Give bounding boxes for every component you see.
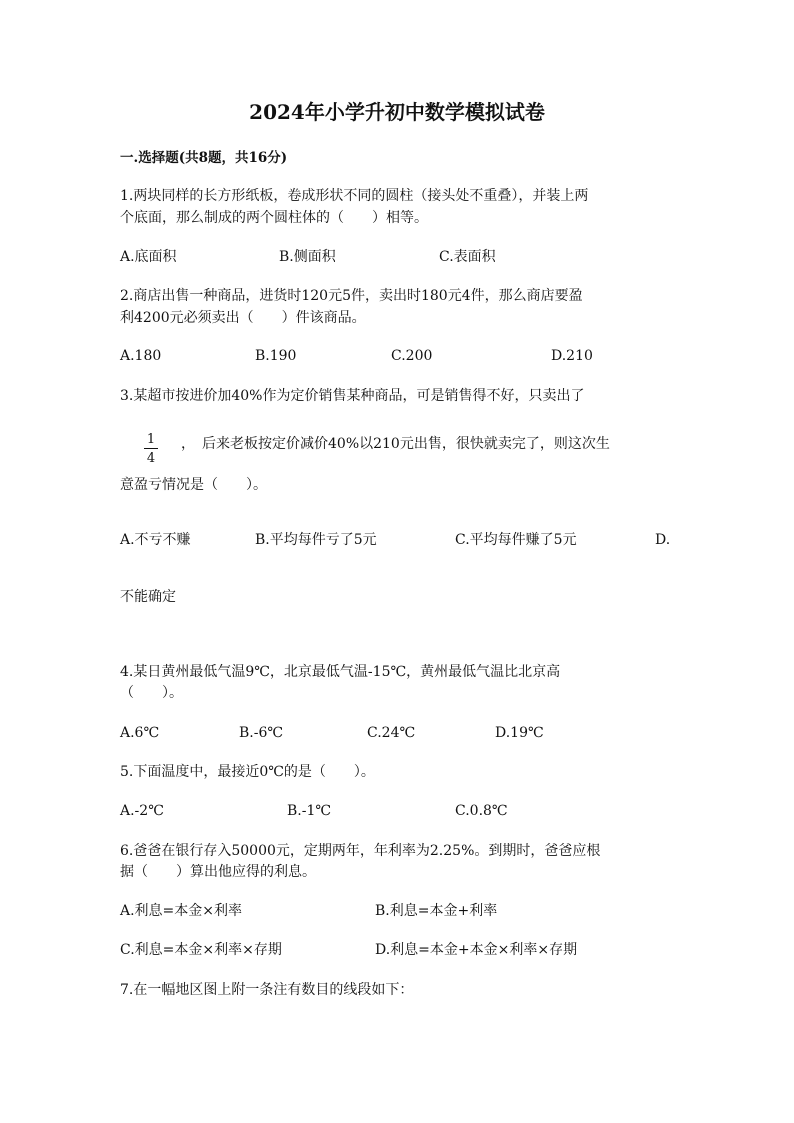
question-5-option-b: B.-1℃ <box>287 803 332 819</box>
question-4-text-line-2: （ ）。 <box>120 685 183 701</box>
question-5-option-a: A.-2℃ <box>120 803 164 819</box>
question-2-option-b: B.190 <box>255 348 297 364</box>
question-6-option-b: B.利息=本金+利率 <box>375 903 498 919</box>
question-6-option-c: C.利息=本金×利率×存期 <box>120 942 282 958</box>
question-5-text: 5.下面温度中，最接近0℃的是（ ）。 <box>120 764 375 780</box>
question-6-text-line-2: 据（ ）算出他应得的利息。 <box>120 864 316 880</box>
question-1-option-a: A.底面积 <box>120 249 177 265</box>
question-1-text-line-2: 个底面，那么制成的两个圆柱体的（ ）相等。 <box>120 210 428 226</box>
question-6-text-line-1: 6.爸爸在银行存入50000元，定期两年，年利率为2.25%。到期时，爸爸应根 <box>120 843 601 859</box>
question-1-option-b: B.侧面积 <box>279 249 336 265</box>
question-2-option-c: C.200 <box>391 348 433 364</box>
question-4-option-d: D.19℃ <box>495 725 544 741</box>
question-4-option-b: B.-6℃ <box>239 725 284 741</box>
question-3-text-line-1: 3.某超市按进价加40%作为定价销售某种商品，可是销售得不好，只卖出了 <box>120 388 585 404</box>
question-2-text-line-1: 2.商店出售一种商品，进货时120元5件，卖出时180元4件，那么商店要盈 <box>120 288 583 304</box>
fraction-one-quarter <box>144 432 158 466</box>
question-1-text-line-1: 1.两块同样的长方形纸板，卷成形状不同的圆柱（接头处不重叠），并装上两 <box>120 188 589 204</box>
question-4-option-c: C.24℃ <box>367 725 416 741</box>
question-4-option-a: A.6℃ <box>120 725 160 741</box>
question-2-option-a: A.180 <box>120 348 162 364</box>
question-5-option-c: C.0.8℃ <box>455 803 508 819</box>
question-3-text-line-2: ， 后来老板按定价减价40%以210元出售，很快就卖完了，则这次生 <box>181 436 610 452</box>
question-3-option-d-text: 不能确定 <box>120 589 176 605</box>
section-heading: 一.选择题(共8题，共16分) <box>120 150 288 166</box>
question-3-option-c: C.平均每件赚了5元 <box>455 532 577 548</box>
question-1-option-c: C.表面积 <box>439 249 496 265</box>
fraction-numerator: 1 <box>146 432 156 447</box>
fraction-denominator: 4 <box>146 451 156 466</box>
question-6-option-d: D.利息=本金+本金×利率×存期 <box>375 942 578 958</box>
question-7-text: 7.在一幅地区图上附一条注有数目的线段如下： <box>120 982 414 998</box>
question-3-option-b: B.平均每件亏了5元 <box>255 532 377 548</box>
question-3-option-d-label: D. <box>655 532 671 548</box>
question-2-option-d: D.210 <box>551 348 593 364</box>
question-4-text-line-1: 4.某日黄州最低气温9℃，北京最低气温-15℃，黄州最低气温比北京高 <box>120 664 561 680</box>
exam-title: 2024年小学升初中数学模拟试卷 <box>249 100 545 124</box>
question-3-text-line-3: 意盈亏情况是（ ）。 <box>120 477 267 493</box>
question-3-option-a: A.不亏不赚 <box>120 532 191 548</box>
fraction-bar <box>144 448 158 449</box>
question-6-option-a: A.利息=本金×利率 <box>120 903 243 919</box>
question-2-text-line-2: 利4200元必须卖出（ ）件该商品。 <box>120 310 366 326</box>
